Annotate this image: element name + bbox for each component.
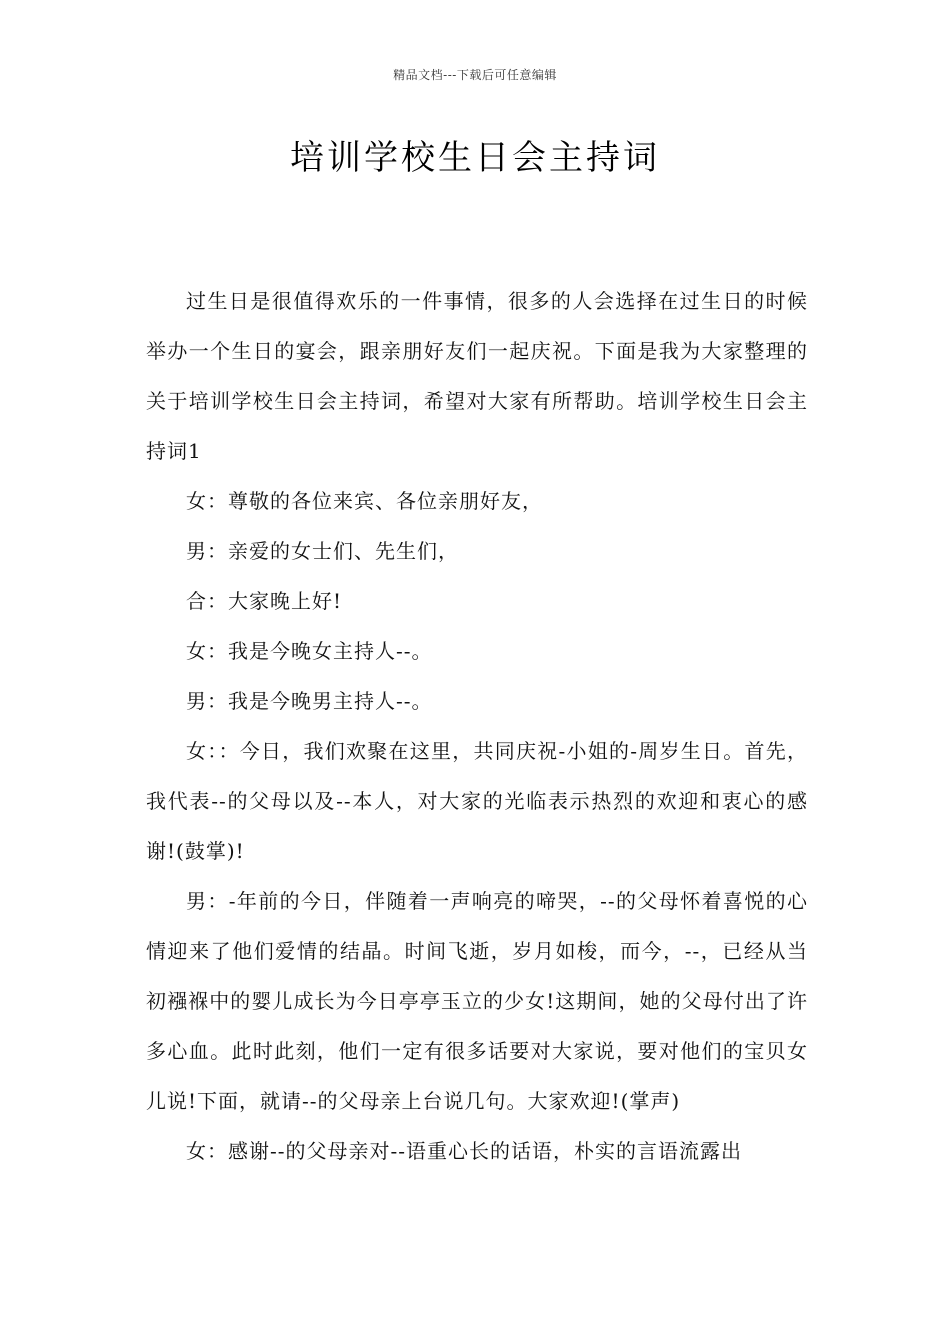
document-title: 培训学校生日会主持词 [290,138,660,178]
document-body [146,276,808,1176]
paragraph: 男：-年前的今日，伴随着一声响亮的啼哭，--的父母怀着喜悦的心情迎来了他们爱情的结晶。时间飞逝，岁月如梭，而今，--，已经从当初襁褓中的婴儿成长为今日亭亭玉立的少女!这期间，她的父母付出了许多心血。此时此刻，他们一定有很多话要对大家说，要对他们的宝贝女儿说!下面，就请--的父母亲上台说几句。大家欢迎!(掌声) [146,889,808,1113]
paragraph: 合：大家晚上好! [186,589,343,613]
paragraph: 过生日是很值得欢乐的一件事情，很多的人会选择在过生日的时候举办一个生日的宴会，跟亲朋好友们一起庆祝。下面是我为大家整理的关于培训学校生日会主持词，希望对大家有所帮助。培训学校生日会主持词1 [146,289,808,463]
paragraph: 男：我是今晚男主持人--。 [186,689,433,713]
paragraph: 女：尊敬的各位来宾、各位亲朋好友， [186,489,543,513]
header-note: 精品文档---下载后可任意编辑 [393,68,557,82]
paragraph: 女：感谢--的父母亲对--语重心长的话语，朴实的言语流露出 [186,1139,743,1163]
paragraph: 男：亲爱的女士们、先生们， [186,539,459,563]
paragraph: 女：我是今晚女主持人--。 [186,639,433,663]
paragraph: 女：：今日，我们欢聚在这里，共同庆祝-小姐的-周岁生日。首先，我代表--的父母以及--本人，对大家的光临表示热烈的欢迎和衷心的感谢!(鼓掌)! [146,739,808,863]
